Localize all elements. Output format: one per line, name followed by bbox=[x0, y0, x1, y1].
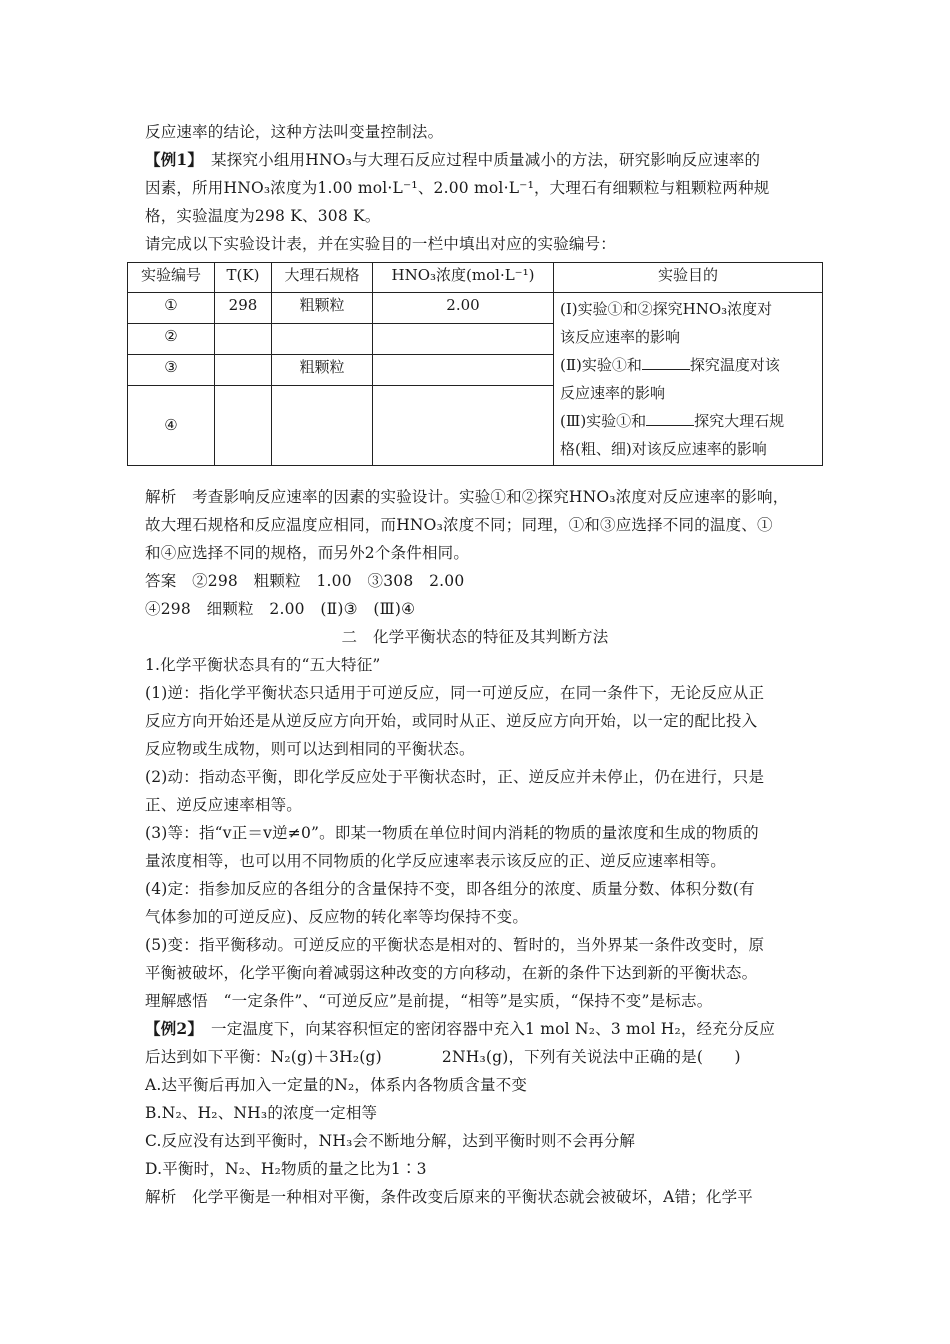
example2-line2 bbox=[145, 1047, 741, 1067]
table-cell bbox=[373, 323, 554, 354]
goal-line: (Ⅱ)实验①和 探究温度对该 bbox=[560, 356, 780, 374]
table-cell: ① bbox=[128, 293, 215, 324]
table-cell bbox=[215, 354, 272, 385]
header-cell: 大理石规格 bbox=[272, 263, 373, 293]
feature4-line1: (4)定：指参加反应的各组分的含量保持不变，即各组分的浓度、质量分数、体积分数(有 bbox=[145, 880, 755, 898]
goal-line: (Ⅰ)实验①和②探究HNO₃浓度对 bbox=[560, 300, 773, 318]
table-cell: 2.00 bbox=[373, 293, 554, 324]
table-header-row bbox=[128, 263, 823, 293]
table-cell: ③ bbox=[128, 354, 215, 385]
example1-text1: 某探究小组用HNO₃与大理石反应过程中质量减小的方法，研究影响反应速率的 bbox=[195, 151, 761, 169]
goal-line: (Ⅲ)实验①和 探究大理石规 bbox=[560, 412, 785, 430]
goal-line: 反应速率的影响 bbox=[560, 384, 666, 402]
table-cell: 298 bbox=[215, 293, 272, 324]
example2-text1: 一定温度下，向某容积恒定的密闭容器中充入1 mol N₂、3 mol H₂，经充分反应 bbox=[195, 1020, 776, 1038]
table-cell bbox=[373, 354, 554, 385]
example1-line3: 格，实验温度为298 K、308 K。 bbox=[145, 207, 381, 225]
feature1-line1: (1)逆：指化学平衡状态只适用于可逆反应，同一可逆反应，在同一条件下，无论反应从正 bbox=[145, 684, 765, 702]
option-d: D.平衡时，N₂、H₂物质的量之比为1∶3 bbox=[145, 1160, 427, 1178]
example1-tag: 【例1】 bbox=[145, 150, 196, 169]
header-cell: 实验目的 bbox=[554, 263, 823, 293]
answer-blank bbox=[646, 411, 694, 426]
feature2-line1: (2)动：指动态平衡，即化学反应处于平衡状态时，正、逆反应并未停止，仍在进行，只是 bbox=[145, 768, 765, 786]
table-row bbox=[128, 293, 823, 324]
table-cell: ④ bbox=[128, 385, 215, 465]
table-cell: ② bbox=[128, 323, 215, 354]
goal-cell bbox=[554, 293, 823, 466]
feature4-line2: 气体参加的可逆反应)、反应物的转化率等均保持不变。 bbox=[145, 908, 529, 926]
example1-line2: 因素，所用HNO₃浓度为1.00 mol·L⁻¹、2.00 mol·L⁻¹，大理石有细颗粒与粗颗粒两种规 bbox=[145, 179, 770, 197]
header-cell: T(K) bbox=[215, 263, 272, 293]
table-cell bbox=[272, 385, 373, 465]
equation-left: 后达到如下平衡：N₂(g)＋3H₂(g) bbox=[145, 1048, 382, 1066]
feature5-line2: 平衡被破坏，化学平衡向着减弱这种改变的方向移动，在新的条件下达到新的平衡状态。 bbox=[145, 964, 758, 982]
analysis2-line: 解析 化学平衡是一种相对平衡，条件改变后原来的平衡状态就会被破坏，A错；化学平 bbox=[145, 1188, 753, 1206]
table-cell bbox=[215, 323, 272, 354]
table-cell bbox=[272, 323, 373, 354]
header-cell: 实验编号 bbox=[128, 263, 215, 293]
option-a: A.达平衡后再加入一定量的N₂，体系内各物质含量不变 bbox=[145, 1076, 528, 1094]
answer1-line1: 答案 ②298 粗颗粒 1.00 ③308 2.00 bbox=[145, 572, 465, 590]
example1-line4: 请完成以下实验设计表，并在实验目的一栏中填出对应的实验编号： bbox=[145, 235, 617, 253]
answer1-line2: ④298 细颗粒 2.00 (Ⅱ)③ (Ⅲ)④ bbox=[145, 600, 416, 618]
table-cell bbox=[373, 385, 554, 465]
option-c: C.反应没有达到平衡时，NH₃会不断地分解，达到平衡时则不会再分解 bbox=[145, 1132, 636, 1150]
example2-tag: 【例2】 bbox=[145, 1019, 196, 1038]
option-b: B.N₂、H₂、NH₃的浓度一定相等 bbox=[145, 1104, 378, 1122]
analysis1-line3: 和④应选择不同的规格，而另外2个条件相同。 bbox=[145, 544, 470, 562]
example1-line1 bbox=[145, 150, 760, 170]
table-cell bbox=[215, 385, 272, 465]
goal-line: 格(粗、细)对该反应速率的影响 bbox=[560, 440, 767, 458]
intro-line: 反应速率的结论，这种方法叫变量控制法。 bbox=[145, 123, 444, 141]
experiment-table bbox=[127, 262, 823, 466]
answer-blank bbox=[642, 355, 690, 370]
example2-line1 bbox=[145, 1019, 775, 1039]
insight-line: 理解感悟 “一定条件”、“可逆反应”是前提，“相等”是实质，“保持不变”是标志。 bbox=[145, 992, 713, 1010]
feature1-line2: 反应方向开始还是从逆反应方向开始，或同时从正、逆反应方向开始，以一定的配比投入 bbox=[145, 712, 758, 730]
goal-line: 该反应速率的影响 bbox=[560, 328, 681, 346]
analysis1-line1: 解析 考查影响反应速率的因素的实验设计。实验①和②探究HNO₃浓度对反应速率的影响， bbox=[145, 488, 789, 506]
section2-title: 二 化学平衡状态的特征及其判断方法 bbox=[341, 628, 609, 646]
feature1-line3: 反应物或生成物，则可以达到相同的平衡状态。 bbox=[145, 740, 475, 758]
feature3-line1: (3)等：指“v正＝v逆≠0”。即某一物质在单位时间内消耗的物质的量浓度和生成的物质的 bbox=[145, 824, 759, 842]
feature3-line2: 量浓度相等，也可以用不同物质的化学反应速率表示该反应的正、逆反应速率相等。 bbox=[145, 852, 726, 870]
feature2-line2: 正、逆反应速率相等。 bbox=[145, 796, 303, 814]
feature5-line1: (5)变：指平衡移动。可逆反应的平衡状态是相对的、暂时的，当外界某一条件改变时，原 bbox=[145, 936, 765, 954]
header-cell: HNO₃浓度(mol·L⁻¹) bbox=[373, 263, 554, 293]
table-cell: 粗颗粒 bbox=[272, 354, 373, 385]
analysis1-line2: 故大理石规格和反应温度应相同，而HNO₃浓度不同；同理，①和③应选择不同的温度、① bbox=[145, 516, 773, 534]
features-title: 1.化学平衡状态具有的“五大特征” bbox=[145, 656, 381, 674]
table-cell: 粗颗粒 bbox=[272, 293, 373, 324]
equation-right: 2NH₃(g)，下列有关说法中正确的是( ) bbox=[441, 1048, 741, 1066]
